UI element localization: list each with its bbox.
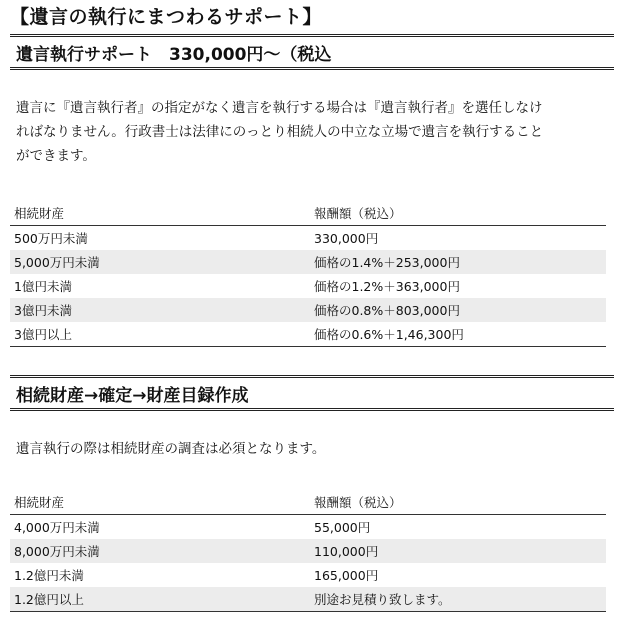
section-heading-estate-inventory [10,375,614,411]
estate-cell: 1.2億円以上 [14,592,84,607]
column-header-fee: 報酬額（税込） [314,494,402,510]
estate-cell: 4,000万円未満 [14,520,100,535]
fee-cell: 55,000円 [314,520,371,535]
estate-cell: 3億円以上 [14,327,72,342]
estate-cell: 8,000万円未満 [14,544,100,559]
fee-cell: 価格の0.8%＋803,000円 [314,303,460,318]
section-heading-will-execution [10,34,614,70]
fee-cell: 110,000円 [314,544,379,559]
table-row [10,298,606,322]
fee-cell: 165,000円 [314,568,379,583]
table-header-row [10,200,606,226]
section-heading-text: 相続財産→確定→財産目録作成 [16,386,249,406]
fee-cell: 価格の1.4%＋253,000円 [314,255,460,270]
estate-inventory-fee-table [10,489,606,612]
will-execution-description [16,96,576,168]
estate-cell: 1.2億円未満 [14,568,84,583]
paragraph-line: 遺言に『遺言執行者』の指定がなく遺言を執行する場合は『遺言執行者』を選任しなけ [16,100,543,116]
paragraph-line: ればなりません。行政書士は法律にのっとり相続人の中立な立場で遺言を執行すること [16,124,544,140]
paragraph-line: ができます。 [16,148,96,164]
fee-cell: 別途お見積り致します。 [314,592,451,607]
estate-cell: 5,000万円未満 [14,255,100,270]
table-bottom-rule [10,611,606,612]
column-header-estate: 相続財産 [14,494,65,510]
fee-cell: 330,000円 [314,231,379,246]
page-title: 【遺言の執行にまつわるサポート】 [10,6,323,28]
section-heading-text: 遺言執行サポート 330,000円～（税込 [16,45,332,65]
paragraph-line: 遺言執行の際は相続財産の調査は必須となります。 [16,441,326,457]
table-row [10,274,606,298]
table-row [10,226,606,250]
table-row [10,563,606,587]
table-bottom-rule [10,346,606,347]
fee-cell: 価格の1.2%＋363,000円 [314,279,460,294]
fee-cell: 価格の0.6%＋1,46,300円 [314,327,464,342]
table-row [10,587,606,611]
estate-cell: 1億円未満 [14,279,72,294]
table-row [10,250,606,274]
estate-cell: 3億円未満 [14,303,72,318]
will-execution-fee-table [10,200,606,347]
table-header-row [10,489,606,515]
estate-inventory-description [16,437,576,461]
column-header-fee: 報酬額（税込） [314,205,402,221]
table-row [10,515,606,539]
estate-cell: 500万円未満 [14,231,88,246]
column-header-estate: 相続財産 [14,205,65,221]
table-row [10,322,606,346]
table-row [10,539,606,563]
